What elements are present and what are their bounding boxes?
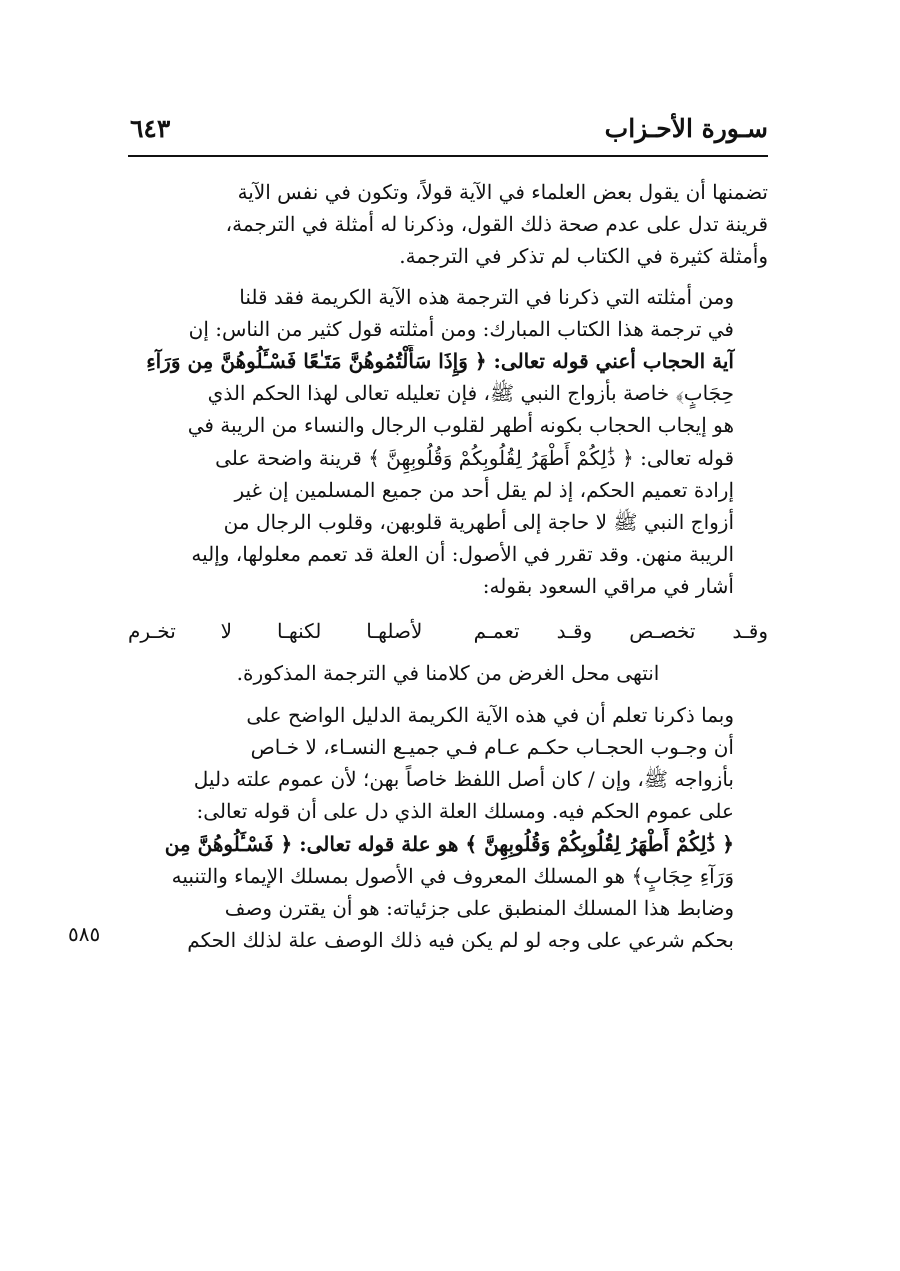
page-number: ٦٤٣	[130, 114, 171, 143]
text-line: أن وجـوب الحجـاب حكـم عـام فـي جميـع النسـاء، لا خـاص	[250, 735, 734, 760]
text-line: في ترجمة هذا الكتاب المبارك: ومن أمثلته قول كثير من الناس: إن	[188, 316, 734, 341]
text-line: أشار في مراقي السعود بقوله:	[482, 574, 734, 599]
conclusion-line: انتهى محل الغرض من كلامنا في الترجمة المذكورة.	[236, 660, 660, 685]
verse-first-hemistich: وقـد تخصـص وقـد تعمـم	[473, 618, 768, 643]
surah-title: سـورة الأحـزاب	[604, 114, 768, 143]
text-line: إرادة تعميم الحكم، إذ لم يقل أحد من جميع المسلمين إن غير	[234, 477, 734, 502]
margin-page-reference: ٥٨٥	[68, 922, 101, 946]
text-line: حِجَابٍ﴾ خاصة بأزواج النبي ﷺ، فإن تعليله تعالى لهذا الحكم الذي	[207, 381, 734, 406]
text-line: بأزواجه ﷺ، وإن / كان أصل اللفظ خاصاً بهن؛ لأن عموم علته دليل	[193, 767, 734, 792]
page-header	[128, 112, 768, 154]
text-line: على عموم الحكم فيه. ومسلك العلة الذي دل على أن قوله تعالى:	[196, 799, 734, 824]
text-line-with-verse: ﴿ ذَٰلِكُمْ أَطْهَرُ لِقُلُوبِكُمْ وَقُلُوبِهِنَّ ﴾ هو علة قوله تعالى: ﴿ فَسْـَٔلُوهُنَّ مِن	[164, 831, 734, 856]
text-line: وَرَآءِ حِجَابٍ﴾ هو المسلك المعروف في الأصول بمسلك الإيماء والتنبيه	[171, 863, 734, 888]
poetry-verse	[128, 611, 768, 651]
header-divider	[128, 155, 768, 157]
text-line: وأمثلة كثيرة في الكتاب لم تذكر في الترجمة.	[399, 244, 768, 269]
verse-second-hemistich: لأصلهـا لكنهـا لا تخـرم	[128, 618, 423, 643]
text-line: قرينة تدل على عدم صحة ذلك القول، وذكرنا له أمثلة في الترجمة،	[225, 212, 768, 237]
text-line-with-verse: قوله تعالى: ﴿ ذَٰلِكُمْ أَطْهَرُ لِقُلُوبِكُمْ وَقُلُوبِهِنَّ ﴾ قرينة واضحة على	[215, 445, 734, 470]
paragraph-3	[128, 699, 768, 957]
text-line: الريبة منهن. وقد تقرر في الأصول: أن العلة قد تعمم معلولها، وإليه	[191, 542, 734, 567]
main-text	[128, 176, 768, 964]
paragraph-1	[128, 176, 768, 273]
text-line: بحكم شرعي على وجه لو لم يكن فيه ذلك الوصف علة لذلك الحكم	[187, 928, 734, 953]
text-line: أزواج النبي ﷺ لا حاجة إلى أطهرية قلوبهن، وقلوب الرجال من	[223, 510, 734, 535]
text-line: ومن أمثلته التي ذكرنا في الترجمة هذه الآية الكريمة فقد قلنا	[239, 284, 734, 309]
text-line: هو إيجاب الحجاب بكونه أطهر لقلوب الرجال والنساء من الريبة في	[187, 413, 734, 438]
text-line-with-verse: آية الحجاب أعني قوله تعالى: ﴿ وَإِذَا سَأَلْتُمُوهُنَّ مَتَـٰعًا فَسْـَٔلُوهُنَّ مِن وَرَآءِ	[146, 349, 734, 374]
text-line: وبما ذكرنا تعلم أن في هذه الآية الكريمة الدليل الواضح على	[246, 702, 734, 727]
text-line: وضابط هذا المسلك المنطبق على جزئياته: هو أن يقترن وصف	[224, 896, 734, 921]
text-line: تضمنها أن يقول بعض العلماء في الآية قولاً، وتكون في نفس الآية	[237, 180, 768, 204]
paragraph-2	[128, 281, 768, 603]
